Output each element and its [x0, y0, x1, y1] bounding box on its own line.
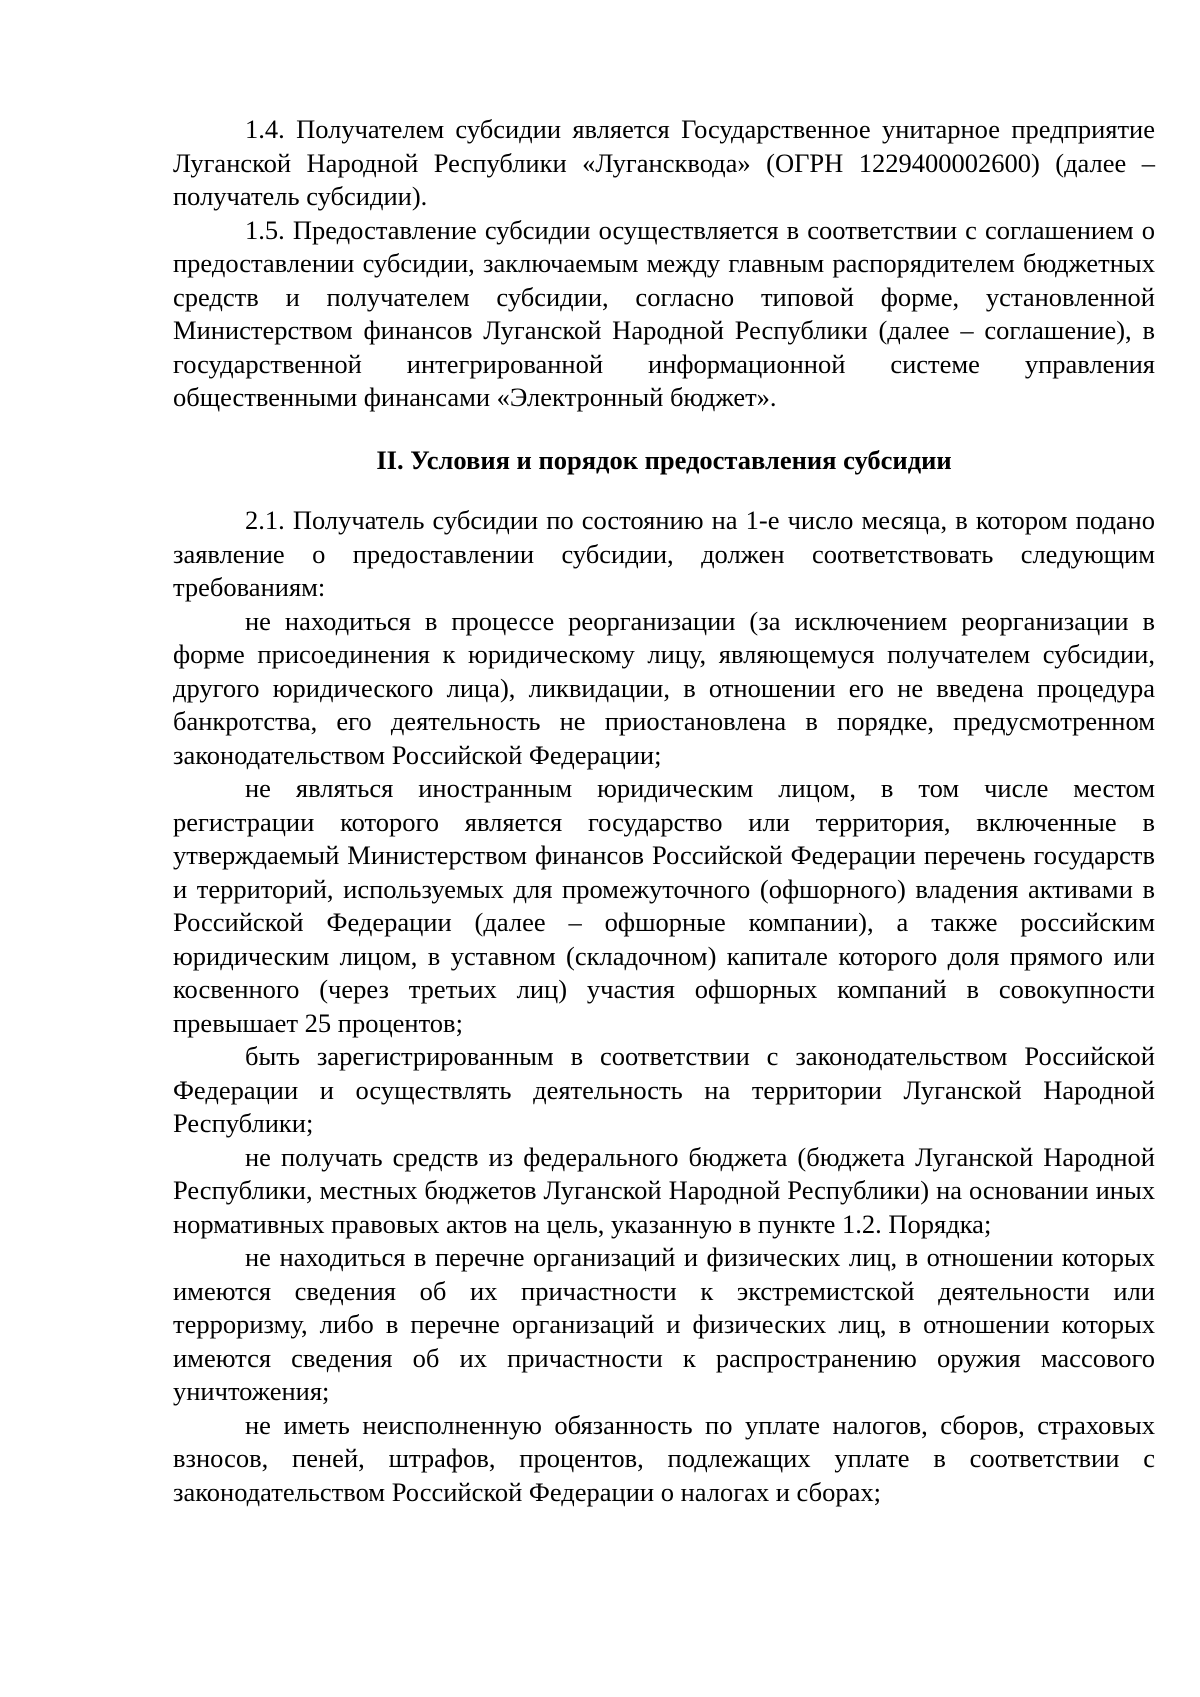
- requirement-registered: быть зарегистрированным в соответствии с законодательством Российской Федерации и осуществлять деятельность на территории Луганской Народной Республики;: [173, 1041, 1155, 1138]
- paragraph-2-1: 2.1. Получатель субсидии по состоянию на 1-е число месяца, в котором подано заявление о предоставлении субсидии, должен соответствовать следующим требованиям:: [173, 505, 1155, 602]
- requirement-no-reorganization: не находиться в процессе реорганизации (за исключением реорганизации в форме присоединения к юридическому лицу, являющемуся получателем субсидии, другого юридического лица), ликвидации, в отношении его не введена процедура банкротства, его деятельность не приостановлена в порядке, предусмотренном законодательством Российской Федерации;: [173, 605, 1155, 770]
- paragraph-1-5: 1.5. Предоставление субсидии осуществляется в соответствии с соглашением о предоставлении субсидии, заключаемым между главным распорядителем бюджетных средств и получателем субсидии, согласно типовой форме, установленной Министерством финансов Луганской Народной Республики (далее – соглашение), в государственной интегрированной информационной системе управления общественными финансами «Электронный бюджет».: [173, 214, 1155, 412]
- requirement-no-tax-debt: не иметь неисполненную обязанность по уплате налогов, сборов, страховых взносов, пеней, штрафов, процентов, подлежащих уплате в соответствии с законодательством Российской Федерации о налогах и сборах;: [173, 1409, 1155, 1507]
- paragraph-1-4: 1.4. Получателем субсидии является Государственное унитарное предприятие Луганской Народной Республики «Лугансквода» (ОГРН 1229400002600) (далее – получатель субсидии).: [173, 114, 1155, 211]
- document-page: [173, 113, 1155, 1509]
- requirement-no-other-funds: не получать средств из федерального бюджета (бюджета Луганской Народной Республики, местных бюджетов Луганской Народной Республики) на основании иных нормативных правовых актов на цель, указанную в пункте 1.2. Порядка;: [173, 1141, 1155, 1239]
- section-heading: II. Условия и порядок предоставления субсидии: [376, 444, 952, 475]
- requirement-not-in-extremist-list: не находиться в перечне организаций и физических лиц, в отношении которых имеются сведения об их причастности к экстремистской деятельности или терроризму, либо в перечне организаций и физических лиц, в отношении которых имеются сведения об их причастности к распространению оружия массового уничтожения;: [173, 1242, 1155, 1406]
- requirement-not-foreign-entity: не являться иностранным юридическим лицом, в том числе местом регистрации которого является государство или территория, включенные в утверждаемый Министерством финансов Российской Федерации перечень государств и территорий, используемых для промежуточного (офшорного) владения активами в Российской Федерации (далее – офшорные компании), а также российским юридическим лицом, в уставном (складочном) капитале которого доля прямого или косвенного (через третьих лиц) участия офшорных компаний в совокупности превышает 25 процентов;: [173, 773, 1155, 1038]
